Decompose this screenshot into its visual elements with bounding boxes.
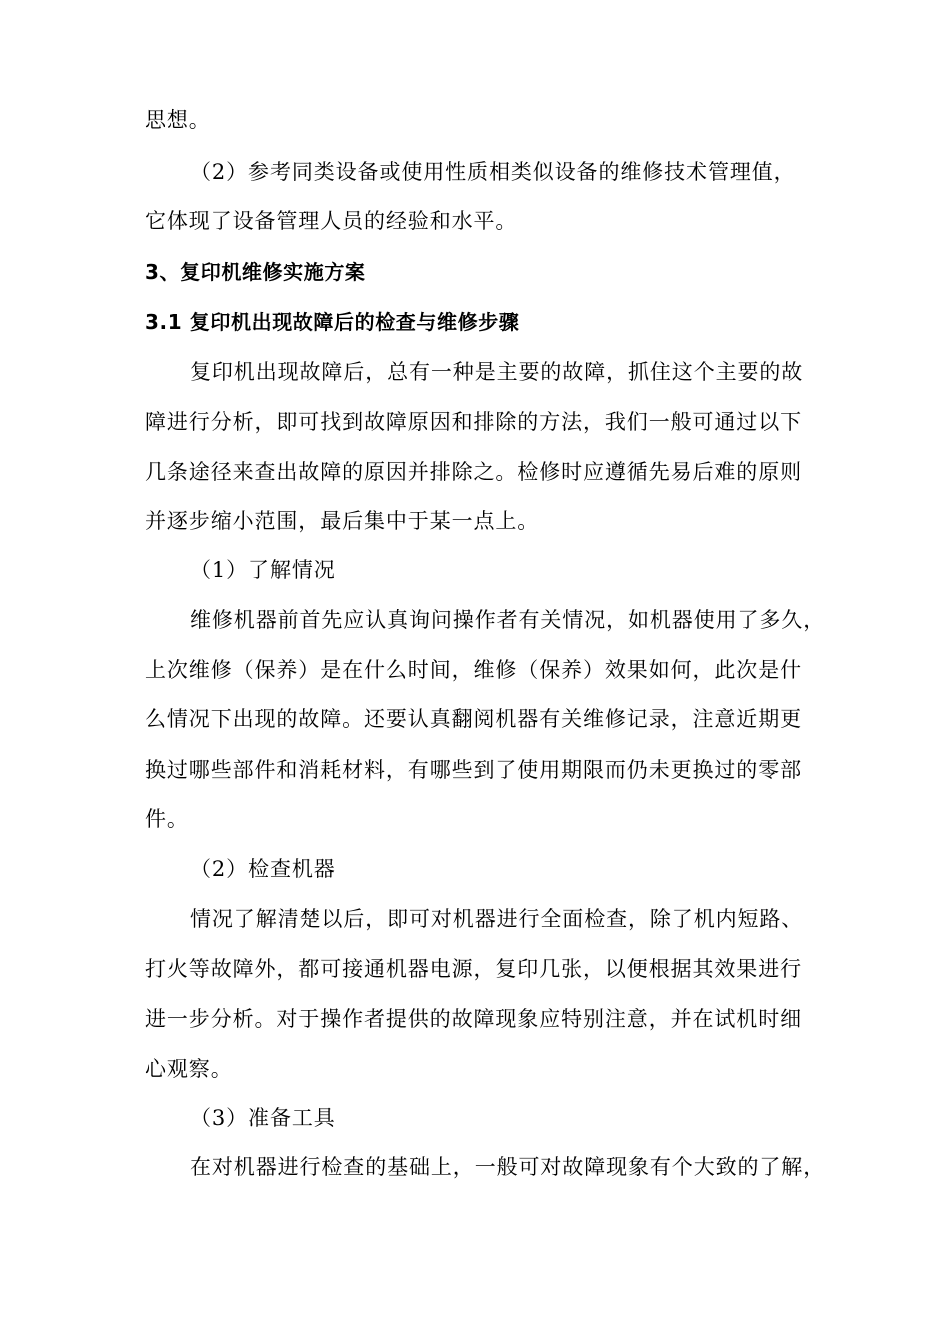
list-heading: （3）准备工具 (190, 1106, 336, 1130)
list-heading: （1）了解情况 (190, 558, 336, 582)
paragraph-line: 打火等故障外，都可接通机器电源，复印几张，以便根据其效果进行 (145, 957, 802, 981)
paragraph-line: 并逐步缩小范围，最后集中于某一点上。 (145, 509, 540, 533)
paragraph-line: 上次维修（保养）是在什么时间，维修（保养）效果如何，此次是什 (145, 658, 802, 682)
paragraph-line: 情况了解清楚以后，即可对机器进行全面检查，除了机内短路、 (190, 907, 804, 931)
paragraph-line: 思想。 (145, 108, 211, 132)
paragraph-line: 几条途径来查出故障的原因并排除之。检修时应遵循先易后难的原则 (145, 460, 802, 484)
subsection-heading: 3.1 复印机出现故障后的检查与维修步骤 (145, 310, 520, 334)
paragraph-line: 在对机器进行检查的基础上，一般可对故障现象有个大致的了解， (190, 1155, 826, 1179)
paragraph-line: 障进行分析，即可找到故障原因和排除的方法，我们一般可通过以下 (145, 410, 802, 434)
paragraph-line: 么情况下出现的故障。还要认真翻阅机器有关维修记录，注意近期更 (145, 707, 802, 731)
paragraph-line: （2）参考同类设备或使用性质相类似设备的维修技术管理值， (190, 160, 796, 184)
paragraph-line: 换过哪些部件和消耗材料，有哪些到了使用期限而仍未更换过的零部 (145, 758, 802, 782)
paragraph-line: 维修机器前首先应认真询问操作者有关情况，如机器使用了多久， (190, 608, 826, 632)
paragraph-line: 件。 (145, 807, 189, 831)
paragraph-line: 进一步分析。对于操作者提供的故障现象应特别注意，并在试机时细 (145, 1007, 802, 1031)
section-heading: 3、复印机维修实施方案 (145, 260, 366, 284)
paragraph-line: 复印机出现故障后，总有一种是主要的故障，抓住这个主要的故 (190, 360, 804, 384)
paragraph-line: 它体现了设备管理人员的经验和水平。 (145, 209, 518, 233)
list-heading: （2）检查机器 (190, 857, 336, 881)
paragraph-line: 心观察。 (145, 1057, 233, 1081)
